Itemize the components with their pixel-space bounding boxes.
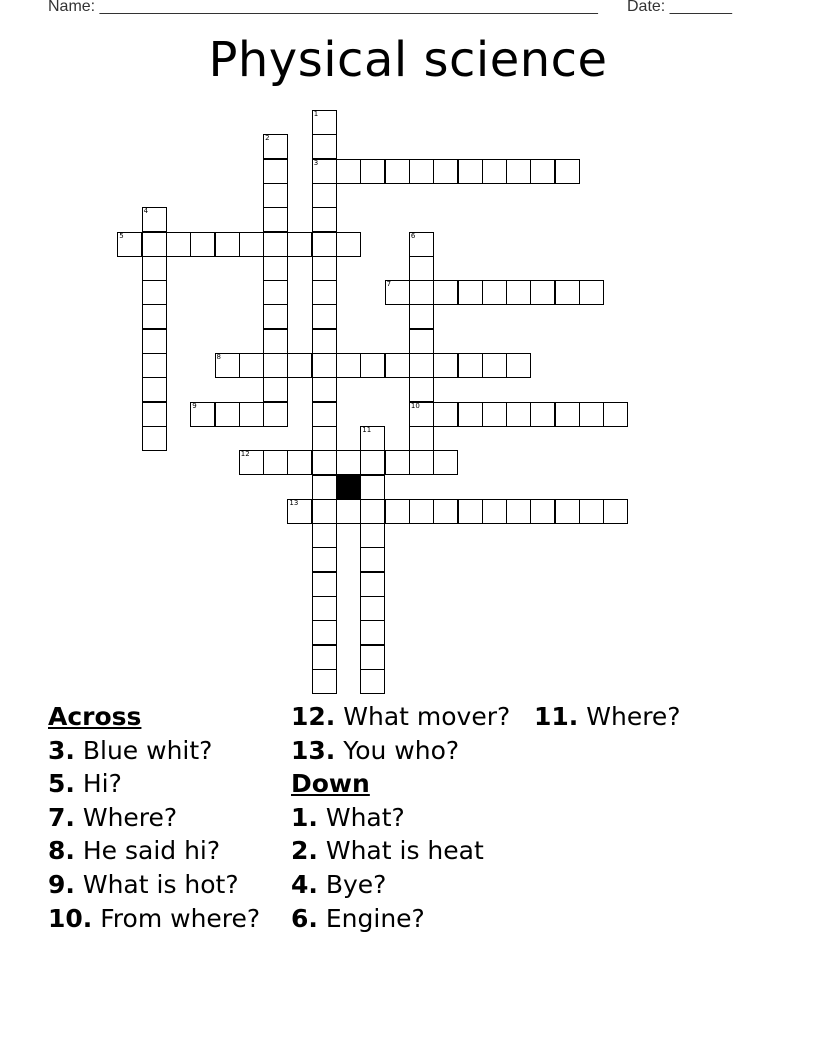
- page-title: Physical science: [208, 32, 608, 88]
- crossword-cell[interactable]: [312, 377, 337, 402]
- clue-number-label: 7: [386, 280, 392, 289]
- crossword-cell[interactable]: [142, 280, 167, 305]
- crossword-cell[interactable]: [530, 499, 555, 524]
- clue-number-label: 10: [410, 401, 420, 410]
- clue-number-label: 9: [192, 401, 197, 410]
- clue-number-label: 12: [240, 450, 250, 459]
- clue-number-label: 13: [289, 498, 299, 507]
- crossword-cell[interactable]: [142, 426, 167, 451]
- clue-number: 7.: [48, 802, 75, 832]
- crossword-cell[interactable]: [409, 353, 434, 378]
- crossword-cell[interactable]: [312, 475, 337, 500]
- clue-text: What mover?: [343, 702, 511, 731]
- crossword-cell[interactable]: [360, 499, 385, 524]
- clue-across-8: [48, 834, 260, 868]
- crossword-cell[interactable]: [312, 499, 337, 524]
- clue-number: 3.: [48, 735, 75, 765]
- clue-across-12: [291, 700, 510, 734]
- crossword-cell[interactable]: [215, 232, 240, 257]
- crossword-cell[interactable]: [215, 402, 240, 427]
- crossword-cell[interactable]: [603, 402, 628, 427]
- crossword-cell[interactable]: [263, 304, 288, 329]
- crossword-cell[interactable]: [312, 329, 337, 354]
- crossword-cell[interactable]: [409, 304, 434, 329]
- crossword-cell[interactable]: [239, 232, 264, 257]
- crossword-cell[interactable]: [360, 159, 385, 184]
- crossword-cell[interactable]: [579, 280, 604, 305]
- crossword-cell[interactable]: [385, 499, 410, 524]
- crossword-cell[interactable]: [360, 450, 385, 475]
- crossword-cell[interactable]: [287, 450, 312, 475]
- crossword-cell[interactable]: [263, 207, 288, 232]
- crossword-cell[interactable]: [458, 159, 483, 184]
- crossword-cell[interactable]: [482, 353, 507, 378]
- clue-number-label: 1: [313, 110, 319, 118]
- clue-text: Where?: [82, 802, 178, 832]
- crossword-cell[interactable]: [506, 353, 531, 378]
- crossword-cell[interactable]: [239, 402, 264, 427]
- crossword-cell[interactable]: [142, 256, 167, 281]
- crossword-cell[interactable]: [409, 256, 434, 281]
- crossword-cell[interactable]: [312, 645, 337, 670]
- crossword-cell[interactable]: [142, 353, 167, 378]
- crossword-cell[interactable]: [555, 159, 580, 184]
- crossword-cell[interactable]: [603, 499, 628, 524]
- crossword-cell[interactable]: [142, 377, 167, 402]
- crossword-cell[interactable]: [385, 280, 410, 305]
- crossword-cell[interactable]: [409, 377, 434, 402]
- crossword-cell[interactable]: [360, 669, 385, 694]
- crossword-cell[interactable]: [263, 134, 288, 159]
- clue-number-label: 4: [143, 207, 149, 216]
- clue-number-label: 6: [410, 231, 416, 240]
- crossword-cell[interactable]: [312, 402, 337, 427]
- crossword-cell[interactable]: [409, 280, 434, 305]
- crossword-cell[interactable]: [433, 159, 458, 184]
- crossword-cell[interactable]: [482, 402, 507, 427]
- crossword-cell[interactable]: [409, 232, 434, 257]
- crossword-cell[interactable]: [506, 280, 531, 305]
- crossword-cell[interactable]: [360, 523, 385, 548]
- crossword-cell[interactable]: [555, 280, 580, 305]
- crossword-cell[interactable]: [360, 547, 385, 572]
- clue-across-10: [48, 902, 260, 936]
- clue-down-1: [291, 801, 510, 835]
- crossword-cell[interactable]: [385, 353, 410, 378]
- crossword-cell[interactable]: [263, 183, 288, 208]
- crossword-cell[interactable]: [312, 280, 337, 305]
- clue-number: 9.: [48, 869, 75, 899]
- crossword-cell[interactable]: [312, 620, 337, 645]
- crossword-cell[interactable]: [579, 402, 604, 427]
- crossword-cell[interactable]: [360, 596, 385, 621]
- clue-number: 13.: [291, 735, 336, 765]
- crossword-cell[interactable]: [190, 232, 215, 257]
- clue-text: From where?: [100, 903, 261, 933]
- crossword-cell[interactable]: [263, 329, 288, 354]
- crossword-cell[interactable]: [458, 353, 483, 378]
- crossword-cell[interactable]: [142, 304, 167, 329]
- clue-text: What?: [325, 802, 405, 832]
- crossword-cell[interactable]: [287, 499, 312, 524]
- crossword-cell[interactable]: [287, 232, 312, 257]
- crossword-cell[interactable]: [312, 572, 337, 597]
- clue-down-11: [534, 700, 681, 734]
- crossword-cell[interactable]: [312, 183, 337, 208]
- crossword-cell[interactable]: [312, 596, 337, 621]
- crossword-cell[interactable]: [166, 232, 191, 257]
- crossword-cell[interactable]: [433, 402, 458, 427]
- clue-number: 2.: [291, 836, 318, 866]
- crossword-cell[interactable]: [360, 645, 385, 670]
- name-field-label: Name: ________________________________________________________: [48, 0, 598, 15]
- crossword-cell[interactable]: [360, 353, 385, 378]
- crossword-cell[interactable]: [263, 450, 288, 475]
- crossword-cell[interactable]: [142, 232, 167, 257]
- clue-down-6: [291, 902, 510, 936]
- clue-number: 6.: [291, 903, 318, 933]
- clue-number-label: 8: [216, 353, 221, 361]
- clue-across-3: [48, 734, 260, 768]
- crossword-cell[interactable]: [579, 499, 604, 524]
- crossword-cell[interactable]: [433, 353, 458, 378]
- crossword-cell[interactable]: [506, 499, 531, 524]
- crossword-cell[interactable]: [117, 232, 142, 257]
- clue-text: You who?: [343, 735, 460, 765]
- clue-text: Bye?: [325, 869, 387, 899]
- crossword-cell[interactable]: [263, 377, 288, 402]
- crossword-cell[interactable]: [506, 159, 531, 184]
- crossword-cell[interactable]: [530, 280, 555, 305]
- crossword-cell[interactable]: [312, 426, 337, 451]
- clue-across-5: [48, 767, 260, 801]
- crossword-cell[interactable]: [263, 159, 288, 184]
- crossword-cell[interactable]: [482, 159, 507, 184]
- clue-number: 4.: [291, 869, 318, 899]
- crossword-cell[interactable]: [555, 499, 580, 524]
- crossword-cell[interactable]: [312, 159, 337, 184]
- clue-number-label: 11: [362, 425, 372, 434]
- crossword-cell[interactable]: [433, 280, 458, 305]
- clue-text: Hi?: [82, 769, 122, 799]
- clue-text: Where?: [586, 702, 681, 731]
- crossword-cell[interactable]: [409, 426, 434, 451]
- crossword-cell[interactable]: [263, 280, 288, 305]
- crossword-cell[interactable]: [360, 620, 385, 645]
- black-cell: [336, 475, 361, 500]
- crossword-cell[interactable]: [409, 402, 434, 427]
- crossword-cell[interactable]: [409, 499, 434, 524]
- crossword-cell[interactable]: [215, 353, 240, 378]
- clues-column-1: [48, 700, 260, 935]
- crossword-cell[interactable]: [360, 475, 385, 500]
- crossword-cell[interactable]: [312, 256, 337, 281]
- crossword-cell[interactable]: [263, 232, 288, 257]
- crossword-cell[interactable]: [312, 207, 337, 232]
- clue-text: He said hi?: [82, 836, 221, 866]
- crossword-cell[interactable]: [312, 304, 337, 329]
- crossword-cell[interactable]: [458, 402, 483, 427]
- crossword-cell[interactable]: [142, 207, 167, 232]
- crossword-cell[interactable]: [360, 572, 385, 597]
- crossword-cell[interactable]: [263, 353, 288, 378]
- crossword-cell[interactable]: [312, 232, 337, 257]
- clue-text: Engine?: [325, 903, 425, 933]
- crossword-cell[interactable]: [409, 159, 434, 184]
- clue-number: 10.: [48, 903, 93, 933]
- clue-across-9: [48, 868, 260, 902]
- crossword-cell[interactable]: [312, 547, 337, 572]
- crossword-cell[interactable]: [312, 669, 337, 694]
- clue-number: 12.: [291, 702, 336, 731]
- crossword-cell[interactable]: [312, 110, 337, 135]
- date-field-label: Date: _______: [627, 0, 732, 15]
- clue-across-13: [291, 734, 510, 768]
- clue-number: 11.: [534, 702, 579, 731]
- clues-column-3: [534, 700, 681, 734]
- crossword-cell[interactable]: [142, 329, 167, 354]
- crossword-cell[interactable]: [433, 450, 458, 475]
- across-heading: Across: [48, 702, 142, 731]
- crossword-cell[interactable]: [239, 450, 264, 475]
- crossword-cell[interactable]: [336, 353, 361, 378]
- crossword-cell[interactable]: [409, 329, 434, 354]
- crossword-cell[interactable]: [336, 450, 361, 475]
- crossword-cell[interactable]: [239, 353, 264, 378]
- clue-down-2: [291, 834, 510, 868]
- crossword-cell[interactable]: [336, 232, 361, 257]
- down-heading: Down: [291, 769, 370, 799]
- clue-number-label: 5: [119, 231, 124, 240]
- clues-column-2: [291, 700, 510, 935]
- crossword-cell[interactable]: [433, 499, 458, 524]
- clue-text: What is heat: [325, 836, 484, 866]
- crossword-cell[interactable]: [385, 159, 410, 184]
- crossword-cell[interactable]: [142, 402, 167, 427]
- crossword-cell[interactable]: [385, 450, 410, 475]
- crossword-cell[interactable]: [312, 450, 337, 475]
- crossword-cell[interactable]: [312, 523, 337, 548]
- clue-text: Blue whit?: [82, 735, 213, 765]
- crossword-cell[interactable]: [555, 402, 580, 427]
- crossword-cell[interactable]: [360, 426, 385, 451]
- clue-down-4: [291, 868, 510, 902]
- crossword-cell[interactable]: [482, 280, 507, 305]
- clue-text: What is hot?: [82, 869, 239, 899]
- crossword-cell[interactable]: [530, 402, 555, 427]
- crossword-cell[interactable]: [482, 499, 507, 524]
- clue-number: 5.: [48, 769, 75, 799]
- clue-number-label: 2: [265, 134, 270, 143]
- crossword-cell[interactable]: [409, 450, 434, 475]
- crossword-cell[interactable]: [336, 159, 361, 184]
- crossword-cell[interactable]: [263, 402, 288, 427]
- clue-number: 1.: [291, 802, 318, 832]
- crossword-cell[interactable]: [287, 353, 312, 378]
- crossword-cell[interactable]: [506, 402, 531, 427]
- crossword-cell[interactable]: [263, 256, 288, 281]
- crossword-cell[interactable]: [190, 402, 215, 427]
- clue-number-label: 3: [313, 158, 319, 167]
- crossword-cell[interactable]: [458, 499, 483, 524]
- clue-number: 8.: [48, 836, 75, 866]
- crossword-cell[interactable]: [530, 159, 555, 184]
- crossword-cell[interactable]: [336, 499, 361, 524]
- clue-across-7: [48, 801, 260, 835]
- crossword-cell[interactable]: [458, 280, 483, 305]
- crossword-cell[interactable]: [312, 134, 337, 159]
- crossword-cell[interactable]: [312, 353, 337, 378]
